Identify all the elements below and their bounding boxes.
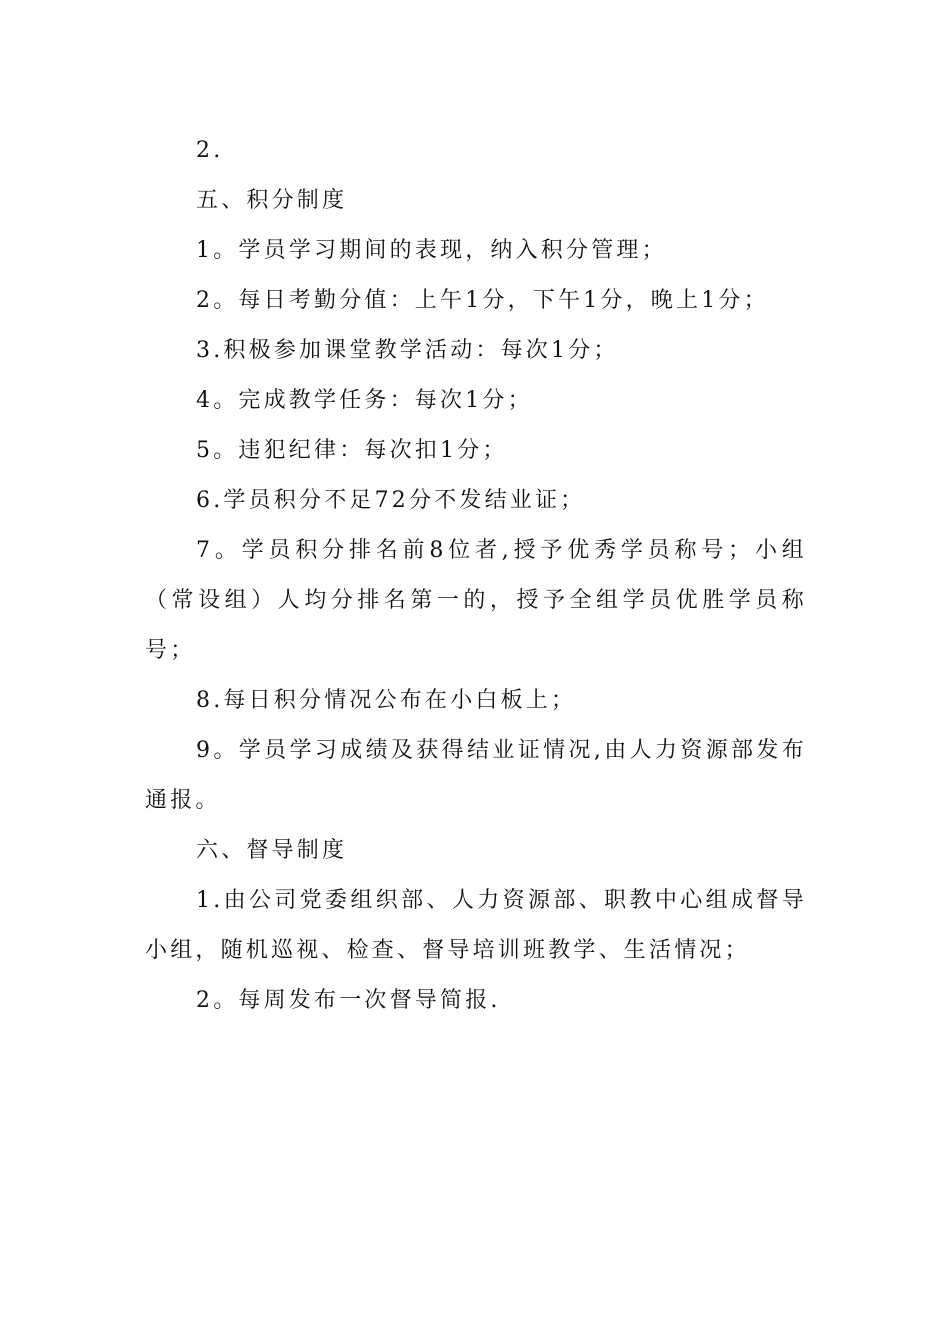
paragraph-points-1: 1。学员学习期间的表现，纳入积分管理； [196, 238, 667, 263]
paragraph-points-3: 3.积极参加课堂教学活动：每次1分； [196, 338, 619, 363]
paragraph-points-8: 8.每日积分情况公布在小白板上； [196, 688, 577, 713]
paragraph-supervision-1: 1.由公司党委组织部、人力资源部、职教中心组成督导小组，随机巡视、检查、督导培训班教学、生活情况； [145, 888, 807, 963]
paragraph-points-9: 9。学员学习成绩及获得结业证情况,由人力资源部发布通报。 [145, 738, 807, 813]
paragraph-points-7: 7。学员积分排名前8位者,授予优秀学员称号；小组（常设组）人均分排名第一的，授予全组学员优胜学员称号； [145, 538, 807, 663]
paragraph-points-4: 4。完成教学任务：每次1分； [196, 388, 533, 413]
paragraph-item-number-2: 2. [196, 138, 224, 163]
document-body [145, 126, 807, 1026]
section-heading-supervision-system: 六、督导制度 [196, 838, 348, 863]
paragraph-points-5: 5。违犯纪律：每次扣1分； [196, 438, 508, 463]
paragraph-supervision-2: 2。每周发布一次督导简报. [196, 988, 501, 1013]
section-heading-points-system: 五、积分制度 [196, 188, 348, 213]
paragraph-points-6: 6.学员积分不足72分不发结业证； [196, 488, 586, 513]
paragraph-points-2: 2。每日考勤分值：上午1分，下午1分，晚上1分； [196, 288, 769, 313]
